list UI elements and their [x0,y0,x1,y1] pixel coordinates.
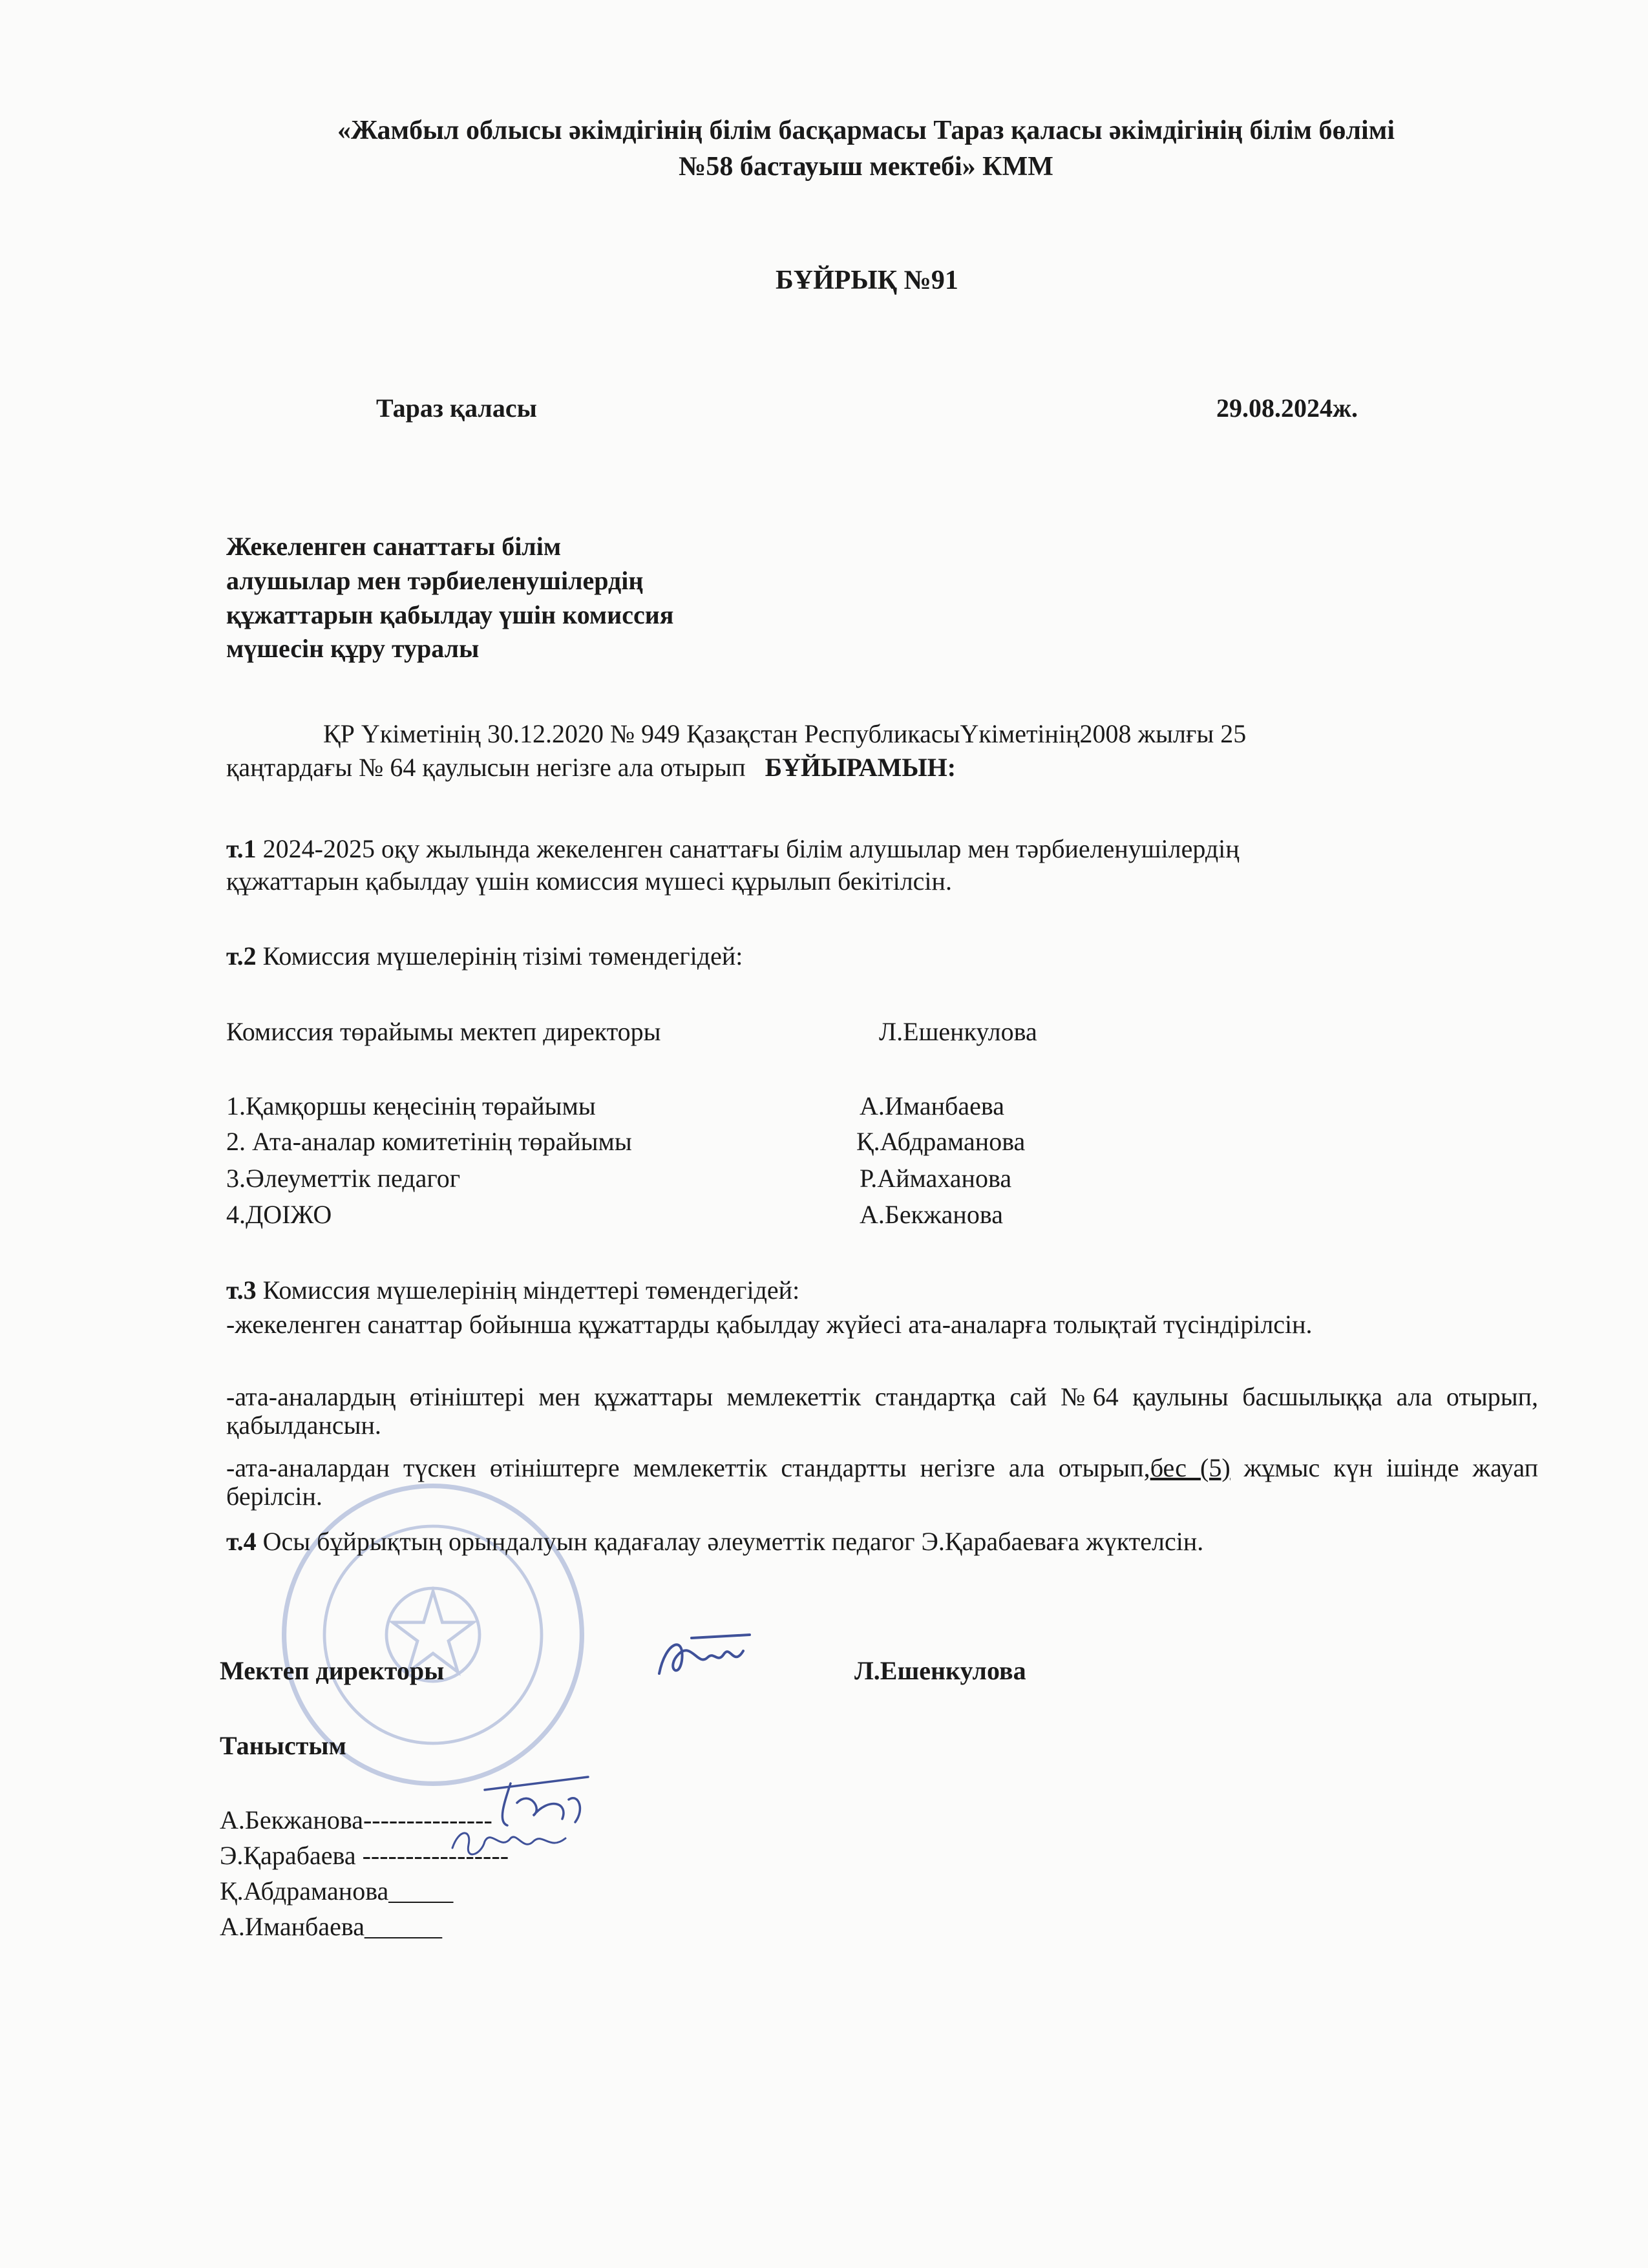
subject-line: мүшесін құру туралы [226,634,480,663]
duty-item-1: -жекеленген санаттар бойынша құжаттарды қабылдау жүйесі ата-аналарға толықтай түсіндірілсін. [226,1310,1313,1339]
director-name: Л.Ешенкулова [854,1656,1026,1685]
point-label: т.3 [226,1276,257,1305]
underlined-term: бес (5) [1150,1453,1231,1482]
member-role: 1.Қамқоршы кеңесінің төрайымы [226,1091,596,1120]
point-label: т.4 [226,1527,257,1556]
duty-text: -ата-аналардан түскен өтініштерге мемлекеттік стандартты негізге ала отырып, [226,1453,1150,1482]
point-text: Осы бұйрықтың орындалуын қадағалау әлеуметтік педагог Э.Қарабаеваға жүктелсін. [256,1527,1204,1556]
point-2 [226,941,743,971]
preamble-text: қаңтардағы № 64 қаулысын негізге ала отырып [226,753,746,782]
member-name: Қ.Абдраманова [856,1127,1026,1156]
point-4 [226,1526,1203,1557]
member-role: 3.Әлеуметтік педагог [226,1164,461,1193]
member-name: А.Иманбаева [860,1091,1004,1120]
organization-header-line2: №58 бастауыш мектебі» КММ [679,152,1053,182]
point-1-line1 [226,834,1240,864]
point-label: т.1 [226,834,257,863]
karabayeva-signature-icon [446,1816,575,1867]
order-place: Тараз қаласы [376,394,537,423]
ack-line: А.Бекжанова--------------- [220,1805,492,1834]
point-1-line2: құжаттарын қабылдау үшін комиссия мүшесі құрылып бекітілсін. [226,866,952,896]
duty-text: жұмыс күн ішінде жауап берілсін. [226,1453,1538,1511]
point-text: 2024-2025 оқу жылында жекеленген санаттағы білім алушылар мен тәрбиеленушілердің [256,834,1240,863]
order-date: 29.08.2024ж. [1216,394,1358,423]
director-signature-icon [653,1628,756,1686]
director-title: Мектеп директоры [220,1656,445,1685]
chair-name: Л.Ешенкулова [879,1017,1037,1046]
subject-line: құжаттарын қабылдау үшін комиссия [226,600,674,629]
ack-line: Э.Қарабаева ----------------- [220,1841,509,1870]
point-text: Комиссия мүшелерінің міндеттері төмендегідей: [256,1276,800,1305]
preamble-line2 [226,752,956,782]
acknowledgement-title: Таныстым [220,1731,346,1760]
member-role: 4.ДОІЖО [226,1200,332,1229]
member-name: Р.Аймаханова [860,1164,1012,1193]
duty-item-2: -ата-аналардың өтініштері мен құжаттары мемлекеттік стандартқа сай №64 қаулыны басшылыққа ала отырып, қабылдансын. [226,1382,1538,1440]
command-word: БҰЙЫРАМЫН: [765,753,956,782]
member-role: 2. Ата-аналар комитетінің төрайымы [226,1127,632,1156]
ack-line: Қ.Абдраманова_____ [220,1876,454,1906]
point-3-intro [226,1275,799,1305]
subject-line: алушылар мен тәрбиеленушілердің [226,566,644,595]
organization-header-line1: «Жамбыл облысы әкімдігінің білім басқармасы Тараз қаласы әкімдігінің білім бөлімі [337,116,1395,145]
point-text: Комиссия мүшелерінің тізімі төмендегідей: [256,941,743,971]
order-title: БҰЙРЫҚ №91 [776,266,958,295]
duty-item-3 [226,1454,1538,1511]
chair-role: Комиссия төрайымы мектеп директоры [226,1017,661,1046]
subject-line: Жекеленген санаттағы білім [226,532,562,561]
point-label: т.2 [226,941,257,971]
member-name: А.Бекжанова [860,1200,1003,1229]
ack-line: А.Иманбаева______ [220,1912,442,1941]
preamble-line1: ҚР Үкіметінің 30.12.2020 № 949 Қазақстан РеспубликасыҮкіметінің2008 жылғы 25 [323,719,1247,748]
